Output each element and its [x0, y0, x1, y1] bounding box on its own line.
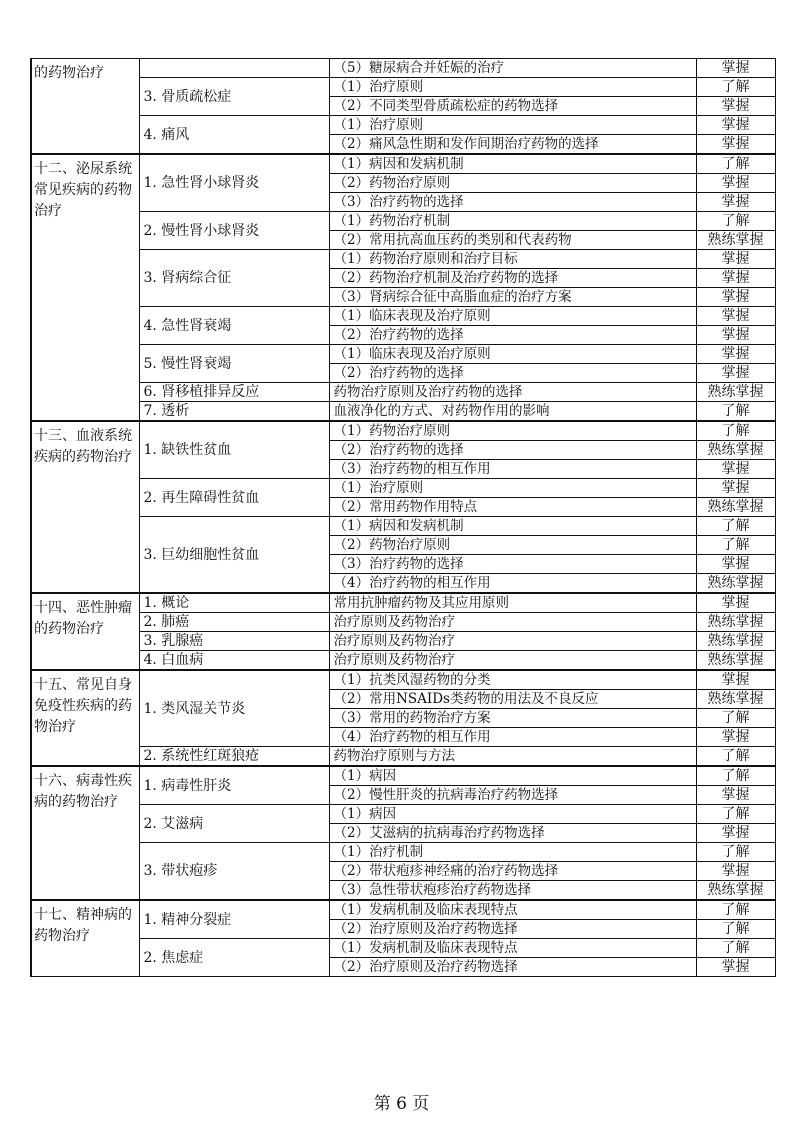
level-cell: 熟练掌握	[696, 690, 775, 709]
table-row	[31, 212, 775, 231]
level-cell: 掌握	[696, 326, 775, 345]
syllabus-table	[30, 58, 776, 977]
item-cell: （1）治疗机制	[329, 843, 696, 862]
level-cell: 了解	[696, 421, 775, 441]
item-cell: （2）治疗药物的选择	[329, 364, 696, 383]
level-cell: 掌握	[696, 479, 775, 498]
level-cell: 掌握	[696, 307, 775, 326]
table-row	[31, 805, 775, 824]
syllabus-body	[31, 59, 775, 977]
topic-cell: 7. 透析	[139, 402, 329, 422]
topic-cell: 4. 急性肾衰竭	[139, 307, 329, 345]
item-cell: 血液净化的方式、对药物作用的影响	[329, 402, 696, 422]
item-cell: （1）药物治疗机制	[329, 212, 696, 231]
table-row	[31, 747, 775, 767]
item-cell: （3）急性带状疱疹治疗药物选择	[329, 881, 696, 901]
table-row	[31, 59, 775, 78]
topic-cell: 2. 慢性肾小球肾炎	[139, 212, 329, 250]
level-cell: 掌握	[696, 174, 775, 193]
level-cell: 熟练掌握	[696, 441, 775, 460]
level-cell: 了解	[696, 805, 775, 824]
topic-cell: 1. 急性肾小球肾炎	[139, 154, 329, 212]
level-cell: 了解	[696, 78, 775, 97]
unit-cell: 十七、精神病的药物治疗	[31, 900, 139, 977]
item-cell: （1）临床表现及治疗原则	[329, 307, 696, 326]
level-cell: 掌握	[696, 345, 775, 364]
table-row	[31, 766, 775, 786]
item-cell: （2）治疗原则及治疗药物选择	[329, 958, 696, 977]
item-cell: （3）肾病综合征中高脂血症的治疗方案	[329, 288, 696, 307]
item-cell: （1）治疗原则	[329, 479, 696, 498]
table-row	[31, 613, 775, 632]
topic-cell: 2. 肺癌	[139, 613, 329, 632]
table-row	[31, 632, 775, 651]
table-row	[31, 383, 775, 402]
topic-cell: 3. 带状疱疹	[139, 843, 329, 901]
level-cell: 掌握	[696, 460, 775, 479]
item-cell: （1）发病机制及临床表现特点	[329, 900, 696, 920]
level-cell: 掌握	[696, 288, 775, 307]
item-cell: （2）常用NSAIDs类药物的用法及不良反应	[329, 690, 696, 709]
item-cell: （1）抗类风湿药物的分类	[329, 670, 696, 690]
topic-cell: 1. 概论	[139, 593, 329, 613]
level-cell: 掌握	[696, 728, 775, 747]
level-cell: 掌握	[696, 269, 775, 288]
level-cell: 掌握	[696, 786, 775, 805]
level-cell: 了解	[696, 536, 775, 555]
topic-cell: 2. 艾滋病	[139, 805, 329, 843]
table-row	[31, 939, 775, 958]
topic-cell: 3. 巨幼细胞性贫血	[139, 517, 329, 594]
level-cell: 熟练掌握	[696, 574, 775, 594]
item-cell: （1）治疗原则	[329, 78, 696, 97]
topic-cell: 3. 骨质疏松症	[139, 78, 329, 116]
level-cell: 了解	[696, 212, 775, 231]
item-cell: （5）糖尿病合并妊娠的治疗	[329, 59, 696, 78]
topic-cell: 1. 缺铁性贫血	[139, 421, 329, 479]
topic-cell: 2. 系统性红斑狼疮	[139, 747, 329, 767]
item-cell: （4）治疗药物的相互作用	[329, 574, 696, 594]
item-cell: （3）治疗药物的选择	[329, 193, 696, 212]
item-cell: （1）发病机制及临床表现特点	[329, 939, 696, 958]
item-cell: （1）病因和发病机制	[329, 154, 696, 174]
unit-cell: 十二、泌尿系统常见疾病的药物治疗	[31, 154, 139, 421]
item-cell: （1）病因	[329, 766, 696, 786]
level-cell: 掌握	[696, 862, 775, 881]
item-cell: （2）治疗原则及治疗药物选择	[329, 920, 696, 939]
item-cell: （3）治疗药物的选择	[329, 555, 696, 574]
level-cell: 熟练掌握	[696, 231, 775, 250]
topic-cell: 5. 慢性肾衰竭	[139, 345, 329, 383]
item-cell: （3）治疗药物的相互作用	[329, 460, 696, 479]
topic-cell: 1. 类风湿关节炎	[139, 670, 329, 747]
item-cell: （2）不同类型骨质疏松症的药物选择	[329, 97, 696, 116]
level-cell: 熟练掌握	[696, 632, 775, 651]
level-cell: 了解	[696, 900, 775, 920]
level-cell: 掌握	[696, 670, 775, 690]
item-cell: （1）病因	[329, 805, 696, 824]
level-cell: 掌握	[696, 958, 775, 977]
level-cell: 掌握	[696, 250, 775, 269]
item-cell: （2）带状疱疹神经痛的治疗药物选择	[329, 862, 696, 881]
level-cell: 了解	[696, 747, 775, 767]
level-cell: 了解	[696, 766, 775, 786]
item-cell: （2）常用药物作用特点	[329, 498, 696, 517]
item-cell: （2）药物治疗机制及治疗药物的选择	[329, 269, 696, 288]
table-row	[31, 517, 775, 536]
level-cell: 掌握	[696, 97, 775, 116]
item-cell: （3）常用的药物治疗方案	[329, 709, 696, 728]
unit-cell: 的药物治疗	[31, 59, 139, 155]
level-cell: 掌握	[696, 135, 775, 155]
topic-cell: 4. 痛风	[139, 116, 329, 155]
table-row	[31, 651, 775, 671]
item-cell: （2）药物治疗原则	[329, 536, 696, 555]
table-row	[31, 670, 775, 690]
level-cell: 掌握	[696, 824, 775, 843]
unit-cell: 十三、血液系统疾病的药物治疗	[31, 421, 139, 593]
table-row	[31, 843, 775, 862]
topic-cell	[139, 59, 329, 78]
item-cell: （1）病因和发病机制	[329, 517, 696, 536]
item-cell: （2）慢性肝炎的抗病毒治疗药物选择	[329, 786, 696, 805]
item-cell: 治疗原则及药物治疗	[329, 651, 696, 671]
table-row	[31, 421, 775, 441]
level-cell: 掌握	[696, 193, 775, 212]
level-cell: 掌握	[696, 555, 775, 574]
level-cell: 了解	[696, 709, 775, 728]
topic-cell: 6. 肾移植排异反应	[139, 383, 329, 402]
item-cell: （4）治疗药物的相互作用	[329, 728, 696, 747]
level-cell: 了解	[696, 939, 775, 958]
level-cell: 熟练掌握	[696, 651, 775, 671]
level-cell: 了解	[696, 154, 775, 174]
level-cell: 熟练掌握	[696, 383, 775, 402]
item-cell: 治疗原则及药物治疗	[329, 632, 696, 651]
topic-cell: 3. 肾病综合征	[139, 250, 329, 307]
level-cell: 掌握	[696, 116, 775, 135]
topic-cell: 4. 白血病	[139, 651, 329, 671]
unit-cell: 十六、病毒性疾病的药物治疗	[31, 766, 139, 900]
item-cell: （1）临床表现及治疗原则	[329, 345, 696, 364]
level-cell: 熟练掌握	[696, 498, 775, 517]
level-cell: 了解	[696, 402, 775, 422]
table-row	[31, 900, 775, 920]
table-row	[31, 345, 775, 364]
level-cell: 掌握	[696, 59, 775, 78]
item-cell: （2）治疗药物的选择	[329, 441, 696, 460]
item-cell: 药物治疗原则与方法	[329, 747, 696, 767]
unit-cell: 十四、恶性肿瘤的药物治疗	[31, 593, 139, 670]
item-cell: （1）药物治疗原则和治疗目标	[329, 250, 696, 269]
item-cell: （2）常用抗高血压药的类别和代表药物	[329, 231, 696, 250]
page-number: 第 6 页	[373, 1094, 430, 1114]
level-cell: 熟练掌握	[696, 613, 775, 632]
topic-cell: 1. 病毒性肝炎	[139, 766, 329, 805]
table-row	[31, 593, 775, 613]
level-cell: 熟练掌握	[696, 881, 775, 901]
table-row	[31, 307, 775, 326]
topic-cell: 1. 精神分裂症	[139, 900, 329, 939]
table-row	[31, 154, 775, 174]
item-cell: （1）治疗原则	[329, 116, 696, 135]
table-row	[31, 116, 775, 135]
item-cell: （2）痛风急性期和发作间期治疗药物的选择	[329, 135, 696, 155]
table-row	[31, 479, 775, 498]
unit-cell: 十五、常见自身免疫性疾病的药物治疗	[31, 670, 139, 766]
level-cell: 了解	[696, 517, 775, 536]
topic-cell: 2. 焦虑症	[139, 939, 329, 977]
item-cell: 常用抗肿瘤药物及其应用原则	[329, 593, 696, 613]
item-cell: （2）治疗药物的选择	[329, 326, 696, 345]
topic-cell: 3. 乳腺癌	[139, 632, 329, 651]
table-row	[31, 250, 775, 269]
item-cell: （1）药物治疗原则	[329, 421, 696, 441]
level-cell: 了解	[696, 920, 775, 939]
level-cell: 掌握	[696, 593, 775, 613]
level-cell: 了解	[696, 843, 775, 862]
item-cell: （2）艾滋病的抗病毒治疗药物选择	[329, 824, 696, 843]
table-row	[31, 402, 775, 422]
item-cell: 治疗原则及药物治疗	[329, 613, 696, 632]
item-cell: （2）药物治疗原则	[329, 174, 696, 193]
level-cell: 掌握	[696, 364, 775, 383]
item-cell: 药物治疗原则及治疗药物的选择	[329, 383, 696, 402]
topic-cell: 2. 再生障碍性贫血	[139, 479, 329, 517]
table-row	[31, 78, 775, 97]
